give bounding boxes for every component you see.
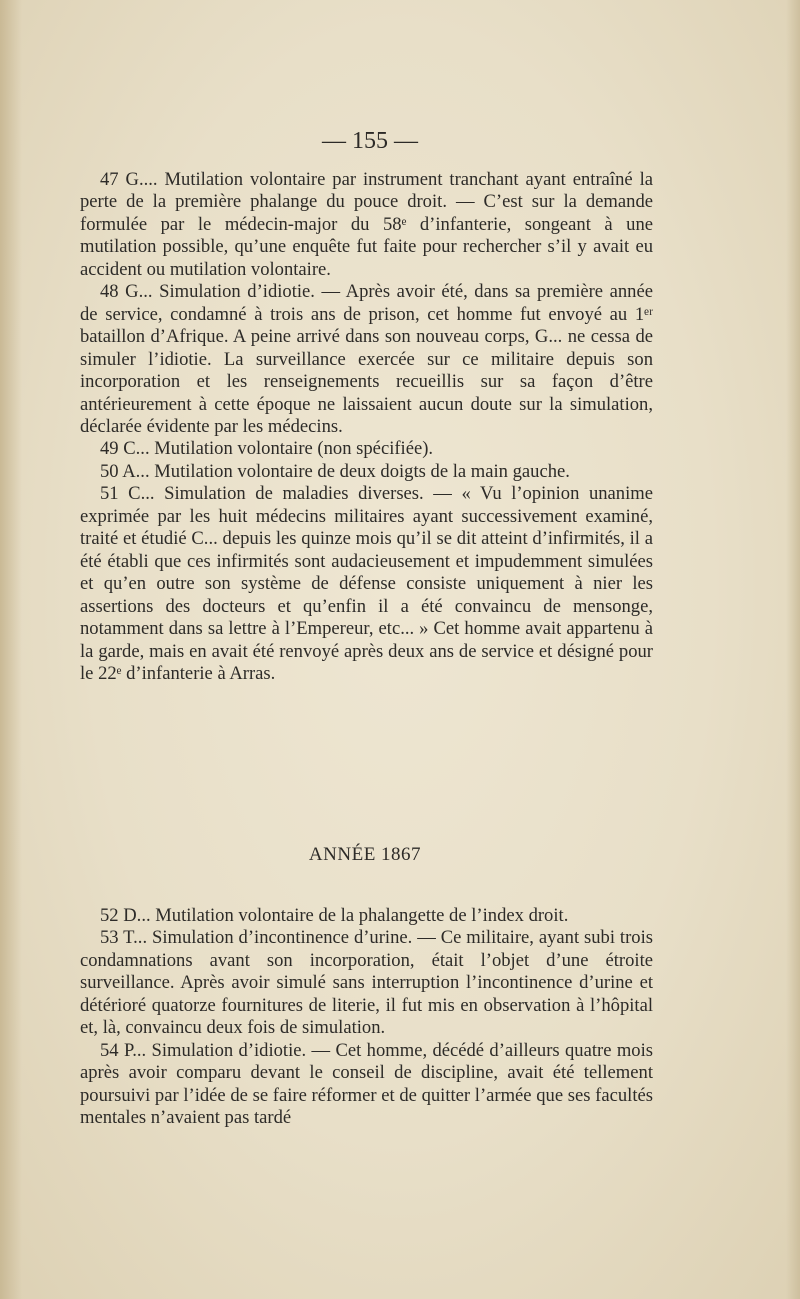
section-heading: ANNÉE 1867 — [308, 844, 422, 865]
paragraph-54: 54 P... Simulation d’idiotie. — Cet homme, décédé d’ailleurs quatre mois après avoir comparu devant le conseil de discipline, avait été tellement poursuivi par l’idée de se faire réformer et de quitter l’armée que ses facultés mentales n’avaient pas tardé — [80, 1039, 653, 1129]
text-block-bottom — [80, 905, 653, 1130]
page-edge-shadow-left — [0, 0, 22, 1299]
paragraph-51: 51 C... Simulation de maladies diverses. — « Vu l’opinion unanime exprimée par les huit médecins militaires ayant successivement examiné, traité et étudié C... depuis les quinze mois qu’il se dit atteint d’infirmités, il a été établi que ces infirmités sont audacieusement et impudemment simulées et qu’en outre son système de défense consiste uniquement à nier les assertions des docteurs et qu’enfin il a été convaincu de mensonge, notamment dans sa lettre à l’Empereur, etc... » Cet homme avait appartenu à la garde, mais en avait été renvoyé après deux ans de service et désigné pour le 22ᵉ d’infanterie à Arras. — [80, 483, 653, 684]
paragraph-49: 49 C... Mutilation volontaire (non spécifiée). — [100, 438, 434, 460]
paragraph-52: 52 D... Mutilation volontaire de la phalangette de l’index droit. — [100, 905, 569, 926]
text-block-top — [80, 169, 653, 685]
page-number: — 155 — — [322, 128, 418, 154]
paragraph-47: 47 G.... Mutilation volontaire par instrument tranchant ayant entraîné la perte de la première phalange du pouce droit. — C’est sur la demande formulée par le médecin-major du 58ᵉ d’infanterie, songeant à une mutilation possible, qu’une enquête fut faite pour rechercher s’il y avait eu accident ou mutilation volontaire. — [80, 169, 653, 280]
paragraph-50: 50 A... Mutilation volontaire de deux doigts de la main gauche. — [100, 460, 570, 482]
paragraph-48: 48 G... Simulation d’idiotie. — Après avoir été, dans sa première année de service, condamné à trois ans de prison, cet homme fut envoyé au 1ᵉʳ bataillon d’Afrique. A peine arrivé dans son nouveau corps, G... ne cessa de simuler l’idiotie. La surveillance exercée sur ce militaire depuis son incorporation et les renseignements recueillis sur sa façon d’être antérieurement à cette époque ne laissaient aucun doute sur la simulation, déclarée évidente par les médecins. — [80, 281, 653, 437]
page-edge-shadow-right — [786, 0, 800, 1299]
paragraph-53: 53 T... Simulation d’incontinence d’urine. — Ce militaire, ayant subi trois condamnations avant son incorporation, était l’objet d’une étroite surveillance. Après avoir simulé sans interruption l’incontinence d’urine et détérioré quatorze fournitures de literie, il fut mis en observation à l’hôpital et, là, convaincu deux fois de simulation. — [80, 927, 653, 1039]
